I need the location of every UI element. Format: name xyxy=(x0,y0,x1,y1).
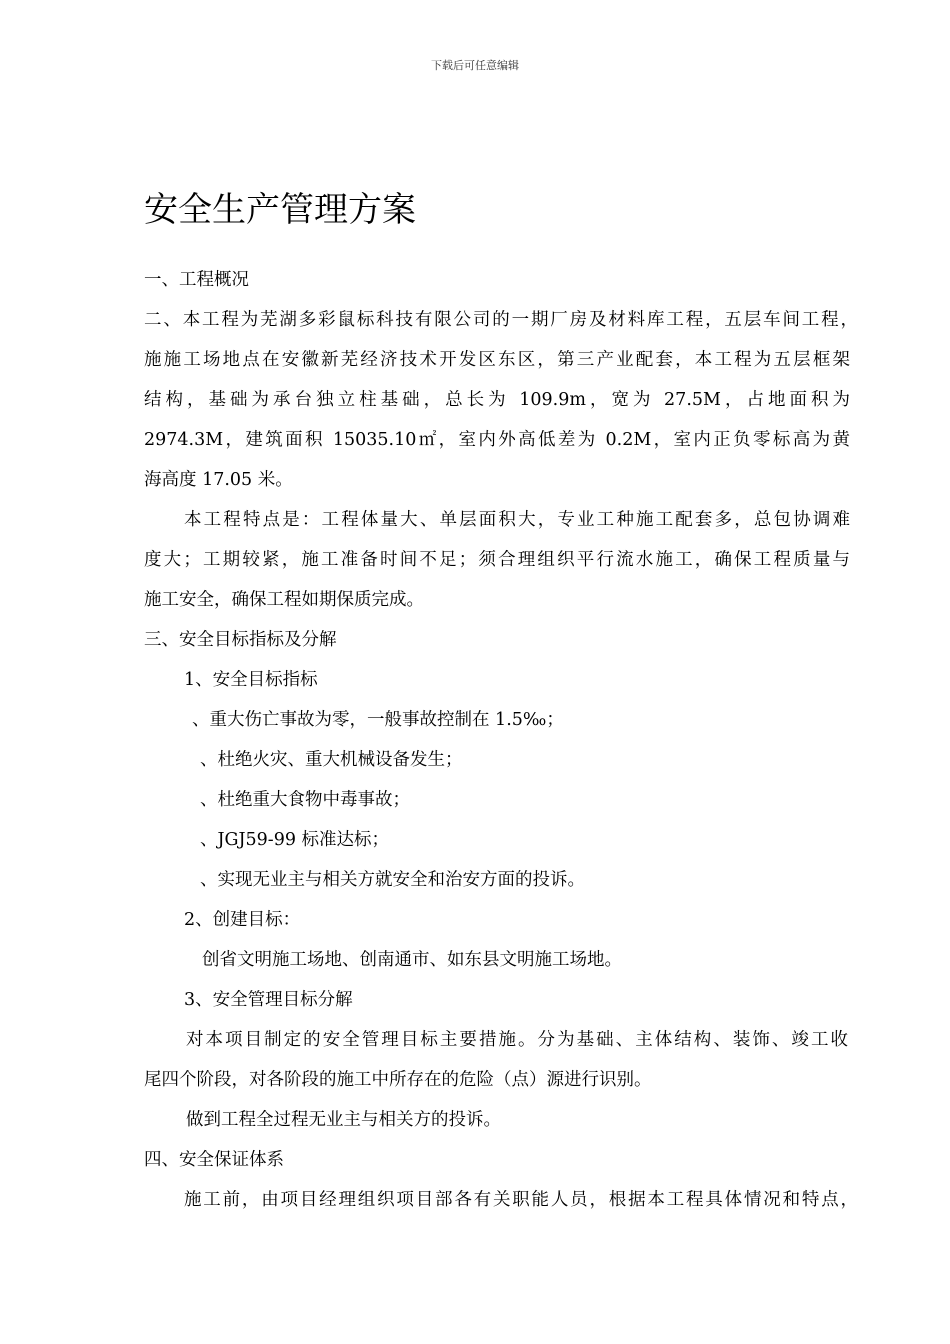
subsection-heading: 2、创建目标： xyxy=(184,910,301,930)
section-heading-4: 四、安全保证体系 xyxy=(144,1150,284,1170)
body-line: 施工前，由项目经理组织项目部各有关职能人员，根据本工程具体情况和特点， xyxy=(184,1190,858,1210)
section-heading-1: 一、工程概况 xyxy=(144,270,249,290)
list-item: 、重大伤亡事故为零，一般事故控制在 1.5‰； xyxy=(192,710,564,730)
section-heading-3: 三、安全目标指标及分解 xyxy=(144,630,337,650)
document-title: 安全生产管理方案 xyxy=(144,190,416,230)
body-line: 二、本工程为芜湖多彩鼠标科技有限公司的一期厂房及材料库工程，五层车间工程， xyxy=(144,310,858,330)
body-line: 做到工程全过程无业主与相关方的投诉。 xyxy=(186,1110,501,1130)
list-item: 、杜绝重大食物中毒事故； xyxy=(200,790,410,810)
body-line: 2974.3M，建筑面积 15035.10㎡，室内外高低差为 0.2M，室内正负零标高为黄 xyxy=(144,430,850,450)
body-line: 本工程特点是：工程体量大、单层面积大，专业工种施工配套多，总包协调难 xyxy=(184,510,850,530)
body-line: 结构，基础为承台独立柱基础，总长为 109.9m，宽为 27.5M，占地面积为 xyxy=(144,390,850,410)
subsection-heading: 1、安全目标指标 xyxy=(184,670,318,690)
body-line: 施工安全，确保工程如期保质完成。 xyxy=(144,590,424,610)
body-line: 创省文明施工场地、创南通市、如东县文明施工场地。 xyxy=(202,950,622,970)
body-line: 施施工场地点在安徽新芜经济技术开发区东区，第三产业配套，本工程为五层框架 xyxy=(144,350,850,370)
subsection-heading: 3、安全管理目标分解 xyxy=(184,990,353,1010)
body-line: 尾四个阶段，对各阶段的施工中所存在的危险（点）源进行识别。 xyxy=(144,1070,652,1090)
body-line: 海高度 17.05 米。 xyxy=(144,470,293,490)
body-line: 对本项目制定的安全管理目标主要措施。分为基础、主体结构、装饰、竣工收 xyxy=(186,1030,848,1050)
list-item: 、JGJ59-99 标准达标； xyxy=(200,830,390,850)
list-item: 、杜绝火灾、重大机械设备发生； xyxy=(200,750,463,770)
list-item: 、实现无业主与相关方就安全和治安方面的投诉。 xyxy=(200,870,585,890)
page-header: 下载后可任意编辑 xyxy=(431,59,519,72)
body-line: 度大；工期较紧，施工准备时间不足；须合理组织平行流水施工，确保工程质量与 xyxy=(144,550,850,570)
